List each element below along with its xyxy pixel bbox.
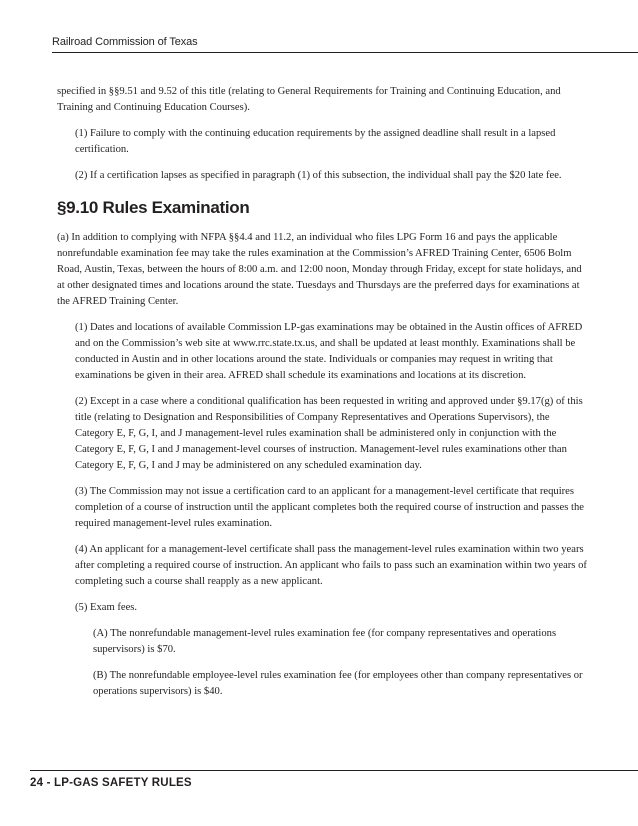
- continuation-paragraph: specified in §§9.51 and 9.52 of this title (relating to General Requirements for Training and Continuing Education, and Training and Continuing Education Courses).: [57, 86, 561, 113]
- intro-item-1: (1) Failure to comply with the continuing education requirements by the assigned deadline shall result in a lapsed certification.: [75, 128, 556, 155]
- item-5b: (B) The nonrefundable employee-level rules examination fee (for employees other than company representatives or operations supervisors) is $40.: [93, 670, 583, 697]
- intro-item-2: (2) If a certification lapses as specified in paragraph (1) of this subsection, the individual shall pay the $20 late fee.: [75, 170, 562, 181]
- item-5a: (A) The nonrefundable management-level rules examination fee (for company representatives and operations supervisors) is $70.: [93, 628, 557, 655]
- header-title: Railroad Commission of Texas: [52, 36, 198, 48]
- section-title: §9.10 Rules Examination: [57, 198, 250, 217]
- paragraph-a: (a) In addition to complying with NFPA §§4.4 and 11.2, an individual who files LPG Form 16 and pays the applicable nonrefundable examination fee may take the rules examination at the Commission’s AFRED Training Center, 6506 Bolm Road, Austin, Texas, between the hours of 8:00 a.m. and 12:00 noon, Monday through Friday, except for state holidays, and at other designated times and locations around the state. Tuesdays and Thursdays are the preferred days for examinations at the AFRED Training Center.: [57, 232, 582, 307]
- item-2: (2) Except in a case where a conditional qualification has been requested in writing and approved under §9.17(g) of this title (relating to Designation and Responsibilities of Company Representatives and Operations Supervisors), the Category E, F, G, I, and J management-level rules examination shall be administered only in conjunction with the Category E, F, G, I and J management-level courses of instruction. Management-level rules examinations other than Category E, F, G, I and J may be administered on any scheduled examination day.: [75, 396, 583, 471]
- item-5: (5) Exam fees.: [75, 602, 138, 613]
- page-footer: [30, 770, 638, 789]
- item-4: (4) An applicant for a management-level certificate shall pass the management-level rules examination within two years after completing a required course of instruction. An applicant who fails to pass such an examination within two years of completing such a course shall reapply as a new applicant.: [75, 544, 587, 587]
- item-1: (1) Dates and locations of available Commission LP-gas examinations may be obtained in the Austin offices of AFRED and on the Commission’s web site at www.rrc.state.tx.us, and shall be updated at least monthly. Examinations shall be conducted in Austin and in other locations around the state. Individuals or companies may request in writing that examinations be given in their area. AFRED shall schedule its examinations and locations at its discretion.: [75, 322, 583, 381]
- footer-page-label: 24 - LP-GAS SAFETY RULES: [30, 777, 192, 789]
- header-rule: [52, 52, 638, 53]
- footer-rule: [30, 770, 638, 771]
- page-header: [52, 36, 638, 54]
- item-3: (3) The Commission may not issue a certification card to an applicant for a management-level certificate that requires completion of a course of instruction until the applicant completes both the required course of instruction and passes the required management-level rules examination.: [75, 486, 584, 529]
- page-body: [57, 84, 587, 700]
